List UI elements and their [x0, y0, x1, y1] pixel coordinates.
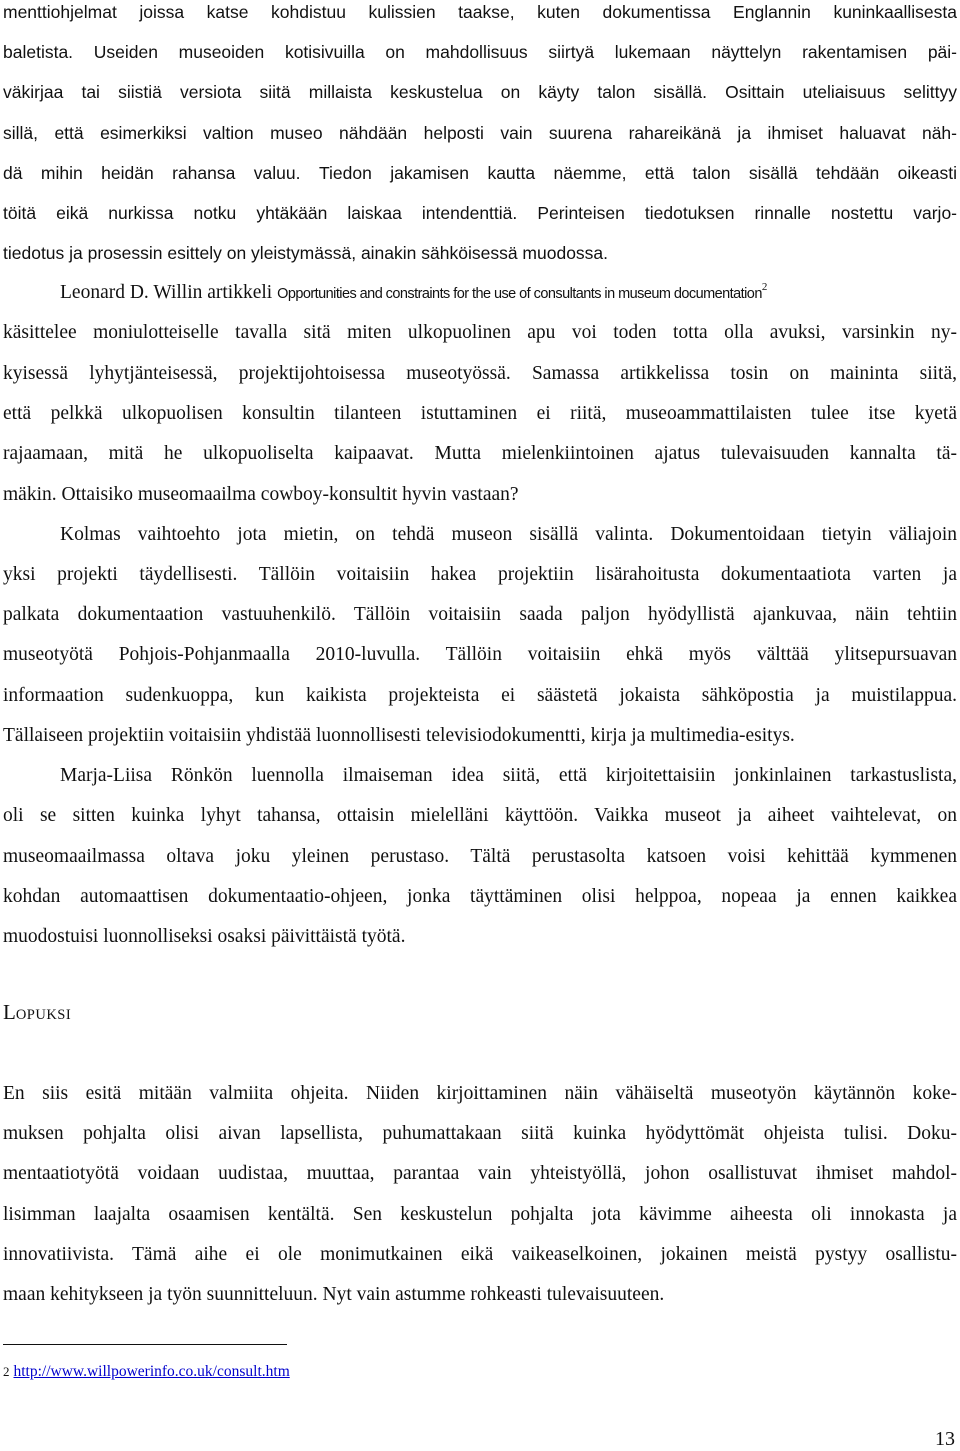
- paragraph-5-line-6: maan kehitykseen ja työn suunnitteluun. Nyt vain astumme rohkeasti tulevaisuuteen.: [3, 1284, 665, 1305]
- paragraph-1-line-2: baletista. Useiden museoiden kotisivuilla on mahdollisuus siirtyä lukemaan näyttelyn rakentamisen päi-: [3, 42, 957, 62]
- paragraph-4-line-2: oli se sitten kuinka lyhyt tahansa, ottaisin mielelläni käyttöön. Vaikka museot ja aiheet vaihtelevat, on: [3, 805, 957, 826]
- paragraph-1-line-3-part-a: väkirjaa tai siistiä versiota siitä millaista keskustelua on käyty talon sisällä.: [3, 82, 707, 102]
- paragraph-3-line-5: informaation sudenkuoppa, kun kaikista projekteista ei säästetä jokaista sähköpostia ja muistilappua.: [3, 685, 957, 706]
- page-number: 13: [935, 1428, 955, 1450]
- section-heading-initial: L: [3, 1000, 16, 1024]
- footnote-divider: [3, 1344, 287, 1345]
- paragraph-1-line-5: [3, 161, 957, 186]
- footnote-mark: 2: [3, 1364, 10, 1379]
- paragraph-1-line-6-part-a: töitä eikä nurkissa notku yhtäkään laiskaa intendenttiä.: [3, 203, 518, 223]
- paragraph-2-line-3: kyisessä lyhytjänteisessä, projektijohtoisessa museotyössä. Samassa artikkelissa tosin on maininta siitä,: [3, 363, 957, 384]
- paragraph-1-line-6: [3, 201, 957, 226]
- footnote-reference[interactable]: 2: [761, 281, 768, 293]
- paragraph-5-line-2: muksen pohjalta olisi aivan lapsellista, puhumattakaan siitä kuinka hyödyttömät ohjeista tulisi. Doku-: [3, 1123, 957, 1144]
- paragraph-5-line-4: lisimman laajalta osaamisen kentältä. Sen keskustelun pohjalta jota kävimme aiheesta oli innokasta ja: [3, 1204, 957, 1225]
- paragraph-5-line-5: innovatiivista. Tämä aihe ei ole monimutkainen eikä vaikeaselkoinen, jokainen meistä pystyy osallistu-: [3, 1244, 957, 1265]
- paragraph-2-line-6: mäkin. Ottaisiko museomaailma cowboy-konsultit hyvin vastaan?: [3, 484, 519, 505]
- footnote-link[interactable]: http://www.willpowerinfo.co.uk/consult.htm: [13, 1363, 290, 1380]
- paragraph-3-line-3: palkata dokumentaation vastuuhenkilö. Tällöin voitaisiin saada paljon hyödyllistä ajankuvaa, näin tehtiin: [3, 604, 957, 625]
- paragraph-2-line-5: rajaamaan, mitä he ulkopuoliselta kaipaavat. Mutta mielenkiintoinen ajatus tulevaisuuden kannalta tä-: [3, 443, 957, 464]
- paragraph-5-line-1: En siis esitä mitään valmiita ohjeita. Niiden kirjoittaminen näin vähäiseltä museotyön käytännön koke-: [3, 1083, 957, 1104]
- paragraph-1-line-3: [3, 80, 957, 105]
- footnote: [3, 1362, 290, 1382]
- paragraph-1-line-6-part-b: Perinteisen tiedotuksen rinnalle nostettu varjo-: [537, 203, 957, 223]
- paragraph-1-line-3-part-b: Osittain uteliaisuus selittyy: [725, 82, 957, 102]
- section-heading: [3, 1000, 71, 1027]
- paragraph-1-line-1: menttiohjelmat joissa katse kohdistuu kulissien taakse, kuten dokumentissa Englannin kuninkaallisesta: [3, 2, 957, 22]
- paragraph-2-line-4: että pelkkä ulkopuolisen konsultin tilanteen istuttaminen ei riitä, museoammattilaisten tulee itse kyetä: [3, 403, 957, 424]
- paragraph-2-line-2: käsittelee moniulotteiselle tavalla sitä miten ulkopuolinen apu voi toden totta olla avuksi, varsinkin ny-: [3, 322, 957, 343]
- paragraph-3-line-1: Kolmas vaihtoehto jota mietin, on tehdä museon sisällä valinta. Dokumentoidaan tietyin väliajoin: [60, 524, 957, 545]
- section-heading-rest: OPUKSI: [15, 1007, 72, 1023]
- paragraph-4-line-1: Marja-Liisa Rönkön luennolla ilmaiseman idea siitä, että kirjoitettaisiin jonkinlainen tarkastuslista,: [60, 765, 957, 786]
- document-page: [3, 0, 957, 1451]
- paragraph-2-intro: Leonard D. Willin artikkeli: [60, 282, 273, 303]
- paragraph-1-line-5-part-a: dä mihin heidän rahansa valuu.: [3, 163, 301, 183]
- paragraph-4-line-5: muodostuisi luonnolliseksi osaksi päivittäistä työtä.: [3, 926, 406, 947]
- paragraph-3-line-6: Tällaiseen projektiin voitaisiin yhdistää luonnollisesti televisiodokumentti, kirja ja multimedia-esitys.: [3, 725, 795, 746]
- paragraph-5-line-3: mentaatiotyötä voidaan uudistaa, muuttaa, parantaa vain yhteistyöllä, johon osallistuvat ihmiset mahdol-: [3, 1163, 957, 1184]
- article-title: Opportunities and constraints for the use of consultants in museum documentation: [277, 286, 762, 302]
- paragraph-4-line-3: museomaailmassa oltava joku yleinen perustaso. Tältä perustasolta katsoen voisi kehittää kymmenen: [3, 846, 957, 867]
- paragraph-4-line-4: kohdan automaattisen dokumentaatio-ohjeen, jonka täyttäminen olisi helppoa, nopeaa ja ennen kaikkea: [3, 886, 957, 907]
- paragraph-1-line-4: sillä, että esimerkiksi valtion museo nähdään helposti vain suurena rahareikänä ja ihmiset haluavat näh-: [3, 123, 957, 143]
- paragraph-3-line-4: museotyötä Pohjois-Pohjanmaalla 2010-luvulla. Tällöin voitaisiin ehkä myös välttää ylitsepursuavan: [3, 644, 957, 665]
- paragraph-3-line-2: yksi projekti täydellisesti. Tällöin voitaisiin hakea projektiin lisärahoitusta dokumentaatiota varten ja: [3, 564, 957, 585]
- paragraph-1-line-7: tiedotus ja prosessin esittely on yleistymässä, ainakin sähköisessä muodossa.: [3, 243, 609, 263]
- paragraph-1-line-5-part-b: Tiedon jakamisen kautta näemme, että talon sisällä tehdään oikeasti: [318, 163, 957, 183]
- paragraph-2-line-1: [3, 281, 957, 306]
